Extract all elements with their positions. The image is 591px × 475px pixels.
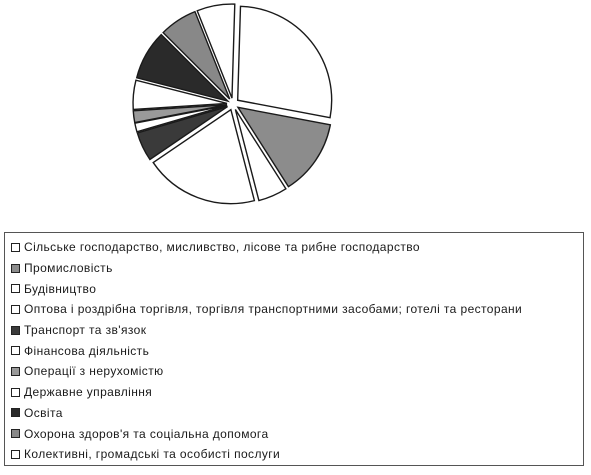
legend-item <box>11 340 583 361</box>
legend-label: Оптова і роздрібна торгівля, торгівля транспортними засобами; готелі та ресторани <box>24 302 523 317</box>
legend-item <box>11 382 583 403</box>
legend-item <box>11 403 583 424</box>
legend-label: Будівництво <box>24 281 97 296</box>
chart-legend <box>4 232 584 466</box>
legend-item <box>11 237 583 258</box>
legend-item <box>11 444 583 465</box>
legend-item <box>11 320 583 341</box>
legend-swatch <box>11 346 20 355</box>
legend-swatch <box>11 264 20 273</box>
legend-label: Колективні, громадські та особисті послуги <box>24 447 281 462</box>
legend-swatch <box>11 408 20 417</box>
legend-swatch <box>11 284 20 293</box>
legend-item <box>11 361 583 382</box>
legend-label: Державне управління <box>24 385 153 400</box>
legend-label: Транспорт та зв'язок <box>24 323 147 338</box>
legend-label: Фінансова діяльність <box>24 343 150 358</box>
legend-label: Охорона здоров'я та соціальна допомога <box>24 426 269 441</box>
legend-swatch <box>11 367 20 376</box>
pie-chart <box>0 0 591 230</box>
legend-item <box>11 299 583 320</box>
legend-swatch <box>11 305 20 314</box>
legend-swatch <box>11 326 20 335</box>
legend-swatch <box>11 429 20 438</box>
legend-item <box>11 423 583 444</box>
legend-swatch <box>11 450 20 459</box>
legend-swatch <box>11 243 20 252</box>
pie-slice <box>238 6 332 117</box>
legend-swatch <box>11 388 20 397</box>
legend-item <box>11 258 583 279</box>
legend-label: Сільське господарство, мисливство, лісове та рибне господарство <box>24 240 420 255</box>
legend-label: Операції з нерухомістю <box>24 364 164 379</box>
legend-item <box>11 278 583 299</box>
legend-label: Промисловість <box>24 261 113 276</box>
legend-label: Освіта <box>24 405 63 420</box>
